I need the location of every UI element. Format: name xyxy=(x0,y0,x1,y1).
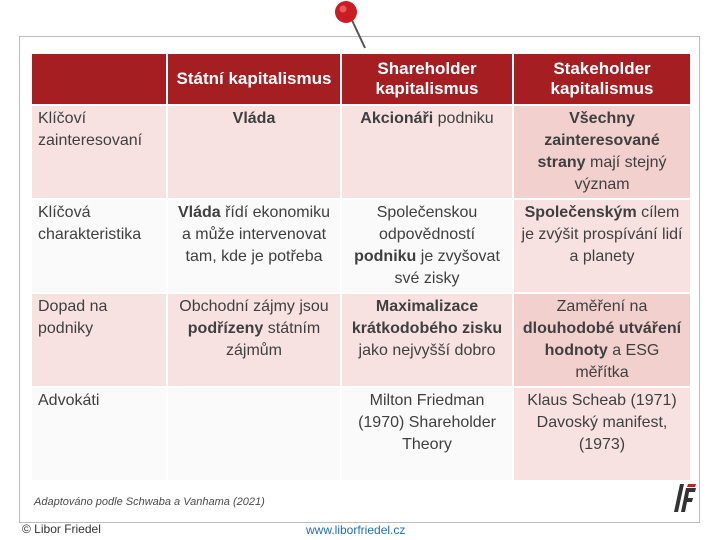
row-label: Klíčoví zainteresovaní xyxy=(32,104,166,198)
row-label: Klíčová charakteristika xyxy=(32,198,166,292)
header-stakeholder: Stakeholder kapitalismus xyxy=(514,54,690,104)
comparison-table xyxy=(30,54,692,480)
table-row xyxy=(32,292,690,386)
header-empty xyxy=(32,54,166,104)
source-caption: Adaptováno podle Schwaba a Vanhama (2021) xyxy=(34,496,265,508)
website-link[interactable]: www.liborfriedel.cz xyxy=(306,523,406,537)
table-cell: Milton Friedman (1970) Shareholder Theory xyxy=(342,386,512,480)
header-shareholder: Shareholder kapitalismus xyxy=(342,54,512,104)
table-cell: Všechny zainteresované strany mají stejný význam xyxy=(514,104,690,198)
table-cell: Akcionáři podniku xyxy=(342,104,512,198)
row-label: Advokáti xyxy=(32,386,166,480)
table-cell: Vláda xyxy=(168,104,340,198)
table-cell xyxy=(168,386,340,480)
table-cell: Zaměření na dlouhodobé utváření hodnoty a ESG měřítka xyxy=(514,292,690,386)
row-label: Dopad na podniky xyxy=(32,292,166,386)
table-cell: Obchodní zájmy jsou podřízeny státním zájmům xyxy=(168,292,340,386)
table-header-row xyxy=(32,54,690,104)
table-cell: Společenským cílem je zvýšit prospívání lidí a planety xyxy=(514,198,690,292)
table-cell: Klaus Scheab (1971) Davoský manifest, (1973) xyxy=(514,386,690,480)
table-cell: Maximalizace krátkodobého zisku jako nejvyšší dobro xyxy=(342,292,512,386)
table-row xyxy=(32,198,690,292)
table-row xyxy=(32,386,690,480)
table-cell: Vláda řídí ekonomiku a může intervenovat tam, kde je potřeba xyxy=(168,198,340,292)
lf-logo-icon xyxy=(672,482,698,514)
table-cell: Společenskou odpovědností podniku je zvyšovat své zisky xyxy=(342,198,512,292)
header-statni: Státní kapitalismus xyxy=(168,54,340,104)
copyright-text: © Libor Friedel xyxy=(22,522,101,536)
table-row xyxy=(32,104,690,198)
pushpin-icon xyxy=(331,0,371,52)
